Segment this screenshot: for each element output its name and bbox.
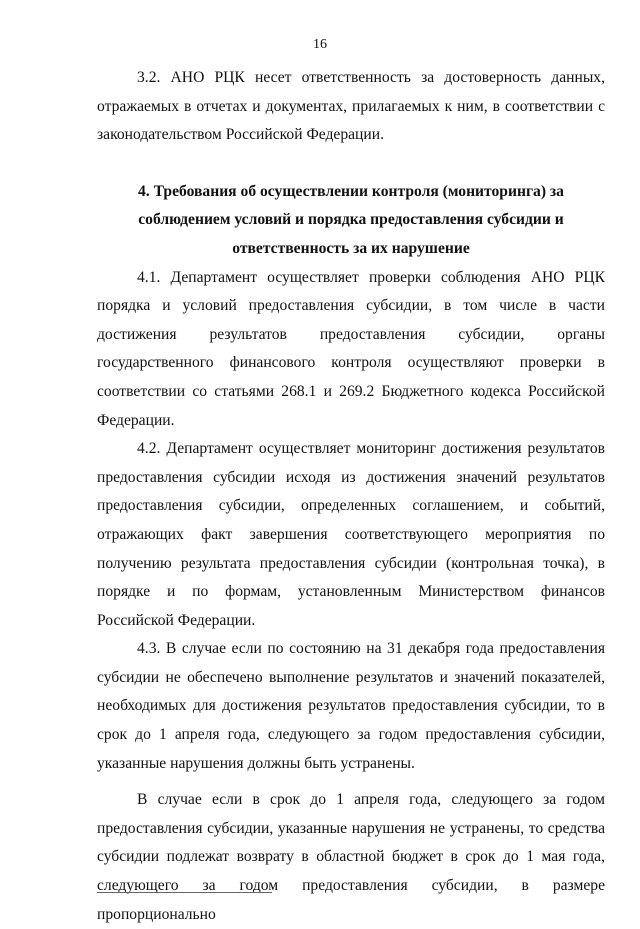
paragraph-3-2: 3.2. АНО РЦК несет ответственность за достоверность данных, отражаемых в отчетах и документах, прилагаемых к ним, в соответствии с законодательством Российской Федерации. bbox=[97, 69, 605, 144]
paragraph-4-1: 4.1. Департамент осуществляет проверки соблюдения АНО РЦК порядка и условий предоставления субсидии, в том числе в части достижения результатов предоставления субсидии, органы государственного финансового контроля осуществляют проверки в соответствии со статьями 268.1 и 269.2 Бюджетного кодекса Российской Федерации. bbox=[97, 268, 605, 429]
paragraph-4-3: 4.3. В случае если по состоянию на 31 декабря года предоставления субсидии не обеспечено выполнение результатов и значений показателей, необходимых для достижения результатов предоставления субсидии, то в срок до 1 апреля года, следующего за годом предоставления субсидии, указанные нарушения должны быть устранены. bbox=[97, 640, 605, 772]
page-number: 16 bbox=[313, 37, 327, 52]
paragraph-4-2: 4.2. Департамент осуществляет мониторинг достижения результатов предоставления субсидии исходя из достижения значений результатов предоставления субсидии, определенных соглашением, и событий, отражающих факт завершения соответствующего мероприятия по получению результата предоставления субсидии (контрольная точка), в порядке и по формам, установленным Министерством финансов Российской Федерации. bbox=[97, 440, 605, 629]
paragraph-4-3-continued: В случае если в срок до 1 апреля года, следующего за годом предоставления субсидии, указанные нарушения не устранены, то средства субсидии подлежат возврату в областной бюджет в срок до 1 мая года, следующего за годом предоставления субсидии, в размере пропорционально bbox=[97, 791, 605, 923]
document-body bbox=[97, 64, 605, 929]
section-4-heading: 4. Требования об осуществлении контроля (мониторинга) за соблюдением условий и порядка предоставления субсидии и ответственность за их нарушение bbox=[138, 182, 564, 257]
footer-divider bbox=[97, 892, 272, 893]
